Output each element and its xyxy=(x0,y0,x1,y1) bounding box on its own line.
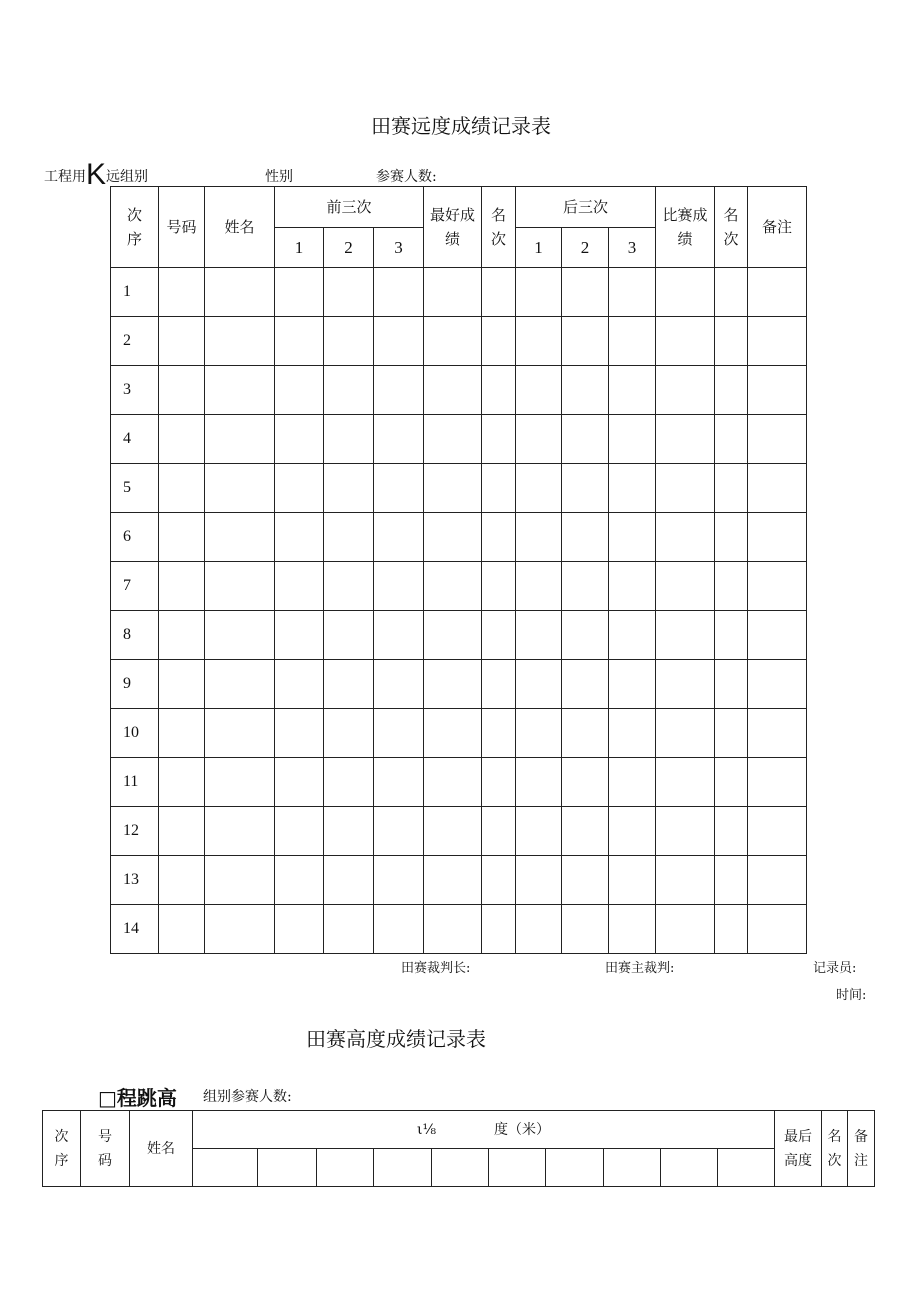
entry-cell[interactable] xyxy=(516,268,562,317)
entry-cell[interactable] xyxy=(482,317,516,366)
entry-cell[interactable] xyxy=(748,709,807,758)
entry-cell[interactable] xyxy=(656,317,715,366)
entry-cell[interactable] xyxy=(656,660,715,709)
entry-cell[interactable] xyxy=(516,660,562,709)
entry-cell[interactable] xyxy=(715,611,748,660)
entry-cell[interactable] xyxy=(324,562,374,611)
table-row xyxy=(111,660,807,709)
entry-cell[interactable] xyxy=(748,415,807,464)
event-group-label: 远组别 xyxy=(106,169,149,185)
form1-event-line xyxy=(44,158,149,191)
row-order: 10 xyxy=(111,709,159,758)
entry-cell[interactable] xyxy=(609,513,656,562)
entry-cell[interactable] xyxy=(374,660,424,709)
time-label: 时间: xyxy=(836,988,867,1003)
header-first-three: 前三次 xyxy=(275,187,424,228)
entry-cell[interactable] xyxy=(748,317,807,366)
row-order: 2 xyxy=(111,317,159,366)
table-row xyxy=(111,709,807,758)
entry-cell[interactable] xyxy=(562,268,609,317)
height-record-table xyxy=(42,1110,875,1187)
entry-cell[interactable] xyxy=(562,758,609,807)
entry-cell[interactable] xyxy=(424,562,482,611)
entry-cell[interactable] xyxy=(424,758,482,807)
entry-cell[interactable] xyxy=(159,268,205,317)
entry-cell[interactable] xyxy=(424,415,482,464)
height-cell[interactable] xyxy=(546,1149,604,1187)
entry-cell[interactable] xyxy=(516,905,562,954)
entry-cell[interactable] xyxy=(424,905,482,954)
entry-cell[interactable] xyxy=(562,905,609,954)
entry-cell[interactable] xyxy=(205,758,275,807)
entry-cell[interactable] xyxy=(715,513,748,562)
entry-cell[interactable] xyxy=(656,709,715,758)
entry-cell[interactable] xyxy=(205,464,275,513)
entry-cell[interactable] xyxy=(562,856,609,905)
height-cell[interactable] xyxy=(661,1149,718,1187)
entry-cell[interactable] xyxy=(159,709,205,758)
entry-cell[interactable] xyxy=(205,562,275,611)
entry-cell[interactable] xyxy=(275,807,324,856)
entry-cell[interactable] xyxy=(374,856,424,905)
entry-cell[interactable] xyxy=(324,611,374,660)
entry-cell[interactable] xyxy=(424,807,482,856)
entry-cell[interactable] xyxy=(205,807,275,856)
entry-cell[interactable] xyxy=(562,562,609,611)
entry-cell[interactable] xyxy=(374,611,424,660)
row-order: 5 xyxy=(111,464,159,513)
entry-cell[interactable] xyxy=(275,415,324,464)
entry-cell[interactable] xyxy=(609,611,656,660)
entry-cell[interactable] xyxy=(715,758,748,807)
entry-cell[interactable] xyxy=(205,415,275,464)
recorder-label: 记录员: xyxy=(813,961,857,976)
distance-record-table xyxy=(110,186,807,954)
entry-cell[interactable] xyxy=(748,611,807,660)
entry-cell[interactable] xyxy=(715,856,748,905)
entry-cell[interactable] xyxy=(324,366,374,415)
height-cell[interactable] xyxy=(374,1149,432,1187)
entry-cell[interactable] xyxy=(562,807,609,856)
entry-cell[interactable] xyxy=(609,905,656,954)
entry-cell[interactable] xyxy=(482,758,516,807)
form2-event: □程跳高 xyxy=(98,1086,177,1110)
entry-cell[interactable] xyxy=(205,611,275,660)
height-cell[interactable] xyxy=(193,1149,258,1187)
entry-cell[interactable] xyxy=(159,905,205,954)
row-order: 14 xyxy=(111,905,159,954)
entry-cell[interactable] xyxy=(748,856,807,905)
height-cell[interactable] xyxy=(317,1149,374,1187)
entry-cell[interactable] xyxy=(516,464,562,513)
entry-cell[interactable] xyxy=(275,366,324,415)
entry-cell[interactable] xyxy=(609,758,656,807)
entry-cell[interactable] xyxy=(656,464,715,513)
height-cell[interactable] xyxy=(489,1149,546,1187)
entry-cell[interactable] xyxy=(482,513,516,562)
entry-cell[interactable] xyxy=(562,513,609,562)
attempt-2: 2 xyxy=(324,228,374,268)
row-order: 3 xyxy=(111,366,159,415)
entry-cell[interactable] xyxy=(609,268,656,317)
entry-cell[interactable] xyxy=(715,366,748,415)
entry-cell[interactable] xyxy=(482,905,516,954)
entry-cell[interactable] xyxy=(609,709,656,758)
entry-cell[interactable] xyxy=(516,415,562,464)
entry-cell[interactable] xyxy=(748,660,807,709)
entry-cell[interactable] xyxy=(159,366,205,415)
entry-cell[interactable] xyxy=(324,660,374,709)
entry-cell[interactable] xyxy=(656,856,715,905)
entry-cell[interactable] xyxy=(159,660,205,709)
entry-cell[interactable] xyxy=(159,807,205,856)
entry-cell[interactable] xyxy=(482,415,516,464)
entry-cell[interactable] xyxy=(562,709,609,758)
entry-cell[interactable] xyxy=(562,660,609,709)
entry-cell[interactable] xyxy=(205,513,275,562)
table-row xyxy=(111,611,807,660)
entry-cell[interactable] xyxy=(424,709,482,758)
entry-cell[interactable] xyxy=(324,268,374,317)
attempt-4: 1 xyxy=(516,228,562,268)
entry-cell[interactable] xyxy=(748,807,807,856)
entry-cell[interactable] xyxy=(324,807,374,856)
table-row xyxy=(111,905,807,954)
form2-title: 田赛高度成绩记录表 xyxy=(306,1027,486,1051)
entry-cell[interactable] xyxy=(424,513,482,562)
gender-label: 性别 xyxy=(265,169,293,185)
main-referee-label: 田赛主裁判: xyxy=(605,961,675,976)
entry-cell[interactable] xyxy=(516,317,562,366)
entry-cell[interactable] xyxy=(374,366,424,415)
h-header-last-height: 最后高度 xyxy=(775,1111,822,1187)
table-row xyxy=(111,856,807,905)
table-row xyxy=(111,807,807,856)
entry-cell[interactable] xyxy=(656,758,715,807)
header-order: 次序 xyxy=(111,187,159,268)
height-cell[interactable] xyxy=(258,1149,317,1187)
entry-cell[interactable] xyxy=(482,464,516,513)
header-best: 最好成绩 xyxy=(424,187,482,268)
entry-cell[interactable] xyxy=(562,464,609,513)
entry-cell[interactable] xyxy=(748,513,807,562)
entry-cell[interactable] xyxy=(275,905,324,954)
entry-cell[interactable] xyxy=(656,366,715,415)
entry-cell[interactable] xyxy=(715,268,748,317)
entry-cell[interactable] xyxy=(424,366,482,415)
entry-cell[interactable] xyxy=(205,856,275,905)
entry-cell[interactable] xyxy=(748,562,807,611)
entry-cell[interactable] xyxy=(159,856,205,905)
entry-cell[interactable] xyxy=(275,562,324,611)
header-rank-1: 名次 xyxy=(482,187,516,268)
attempt-6: 3 xyxy=(609,228,656,268)
h-header-number: 号码 xyxy=(81,1111,130,1187)
height-cell[interactable] xyxy=(718,1149,775,1187)
row-order: 12 xyxy=(111,807,159,856)
entry-cell[interactable] xyxy=(482,807,516,856)
entry-cell[interactable] xyxy=(562,611,609,660)
header-final: 比赛成绩 xyxy=(656,187,715,268)
entry-cell[interactable] xyxy=(482,611,516,660)
entry-cell[interactable] xyxy=(656,513,715,562)
form2-group-label: 组别参赛人数: xyxy=(203,1089,292,1105)
entry-cell[interactable] xyxy=(374,268,424,317)
entry-cell[interactable] xyxy=(374,415,424,464)
table-row xyxy=(111,415,807,464)
entry-cell[interactable] xyxy=(715,709,748,758)
row-order: 8 xyxy=(111,611,159,660)
entry-cell[interactable] xyxy=(562,366,609,415)
entry-cell[interactable] xyxy=(424,268,482,317)
entry-cell[interactable] xyxy=(424,660,482,709)
entry-cell[interactable] xyxy=(482,562,516,611)
entry-cell[interactable] xyxy=(205,366,275,415)
entry-cell[interactable] xyxy=(516,366,562,415)
header-rank-2: 名次 xyxy=(715,187,748,268)
entry-cell[interactable] xyxy=(205,317,275,366)
entry-cell[interactable] xyxy=(609,660,656,709)
entry-cell[interactable] xyxy=(482,268,516,317)
entry-cell[interactable] xyxy=(482,660,516,709)
entry-cell[interactable] xyxy=(205,660,275,709)
table-row xyxy=(111,562,807,611)
entry-cell[interactable] xyxy=(159,317,205,366)
entry-cell[interactable] xyxy=(374,317,424,366)
entry-cell[interactable] xyxy=(748,268,807,317)
entry-cell[interactable] xyxy=(656,611,715,660)
entry-cell[interactable] xyxy=(275,758,324,807)
h-header-height xyxy=(193,1111,775,1149)
table-row xyxy=(111,758,807,807)
entry-cell[interactable] xyxy=(324,464,374,513)
entry-cell[interactable] xyxy=(656,807,715,856)
attempt-3: 3 xyxy=(374,228,424,268)
row-order: 11 xyxy=(111,758,159,807)
row-order: 7 xyxy=(111,562,159,611)
entry-cell[interactable] xyxy=(159,415,205,464)
entry-cell[interactable] xyxy=(324,709,374,758)
row-order: 9 xyxy=(111,660,159,709)
h-header-name: 姓名 xyxy=(130,1111,193,1187)
entry-cell[interactable] xyxy=(516,807,562,856)
entry-cell[interactable] xyxy=(424,856,482,905)
entry-cell[interactable] xyxy=(609,807,656,856)
entry-cell[interactable] xyxy=(516,856,562,905)
entry-cell[interactable] xyxy=(159,758,205,807)
entry-cell[interactable] xyxy=(482,709,516,758)
entry-cell[interactable] xyxy=(205,268,275,317)
header-remarks: 备注 xyxy=(748,187,807,268)
event-k: K xyxy=(86,158,107,191)
entry-cell[interactable] xyxy=(715,464,748,513)
entry-cell[interactable] xyxy=(275,709,324,758)
table-row xyxy=(111,268,807,317)
row-order: 13 xyxy=(111,856,159,905)
entry-cell[interactable] xyxy=(374,905,424,954)
entry-cell[interactable] xyxy=(324,758,374,807)
entry-cell[interactable] xyxy=(516,758,562,807)
entry-cell[interactable] xyxy=(275,513,324,562)
header-number: 号码 xyxy=(159,187,205,268)
event-prefix: 工程用 xyxy=(44,169,86,185)
entry-cell[interactable] xyxy=(609,856,656,905)
entry-cell[interactable] xyxy=(609,464,656,513)
h-header-remarks: 备注 xyxy=(848,1111,875,1187)
entry-cell[interactable] xyxy=(275,660,324,709)
entry-cell[interactable] xyxy=(374,562,424,611)
entry-cell[interactable] xyxy=(374,709,424,758)
entry-cell[interactable] xyxy=(516,513,562,562)
entry-cell[interactable] xyxy=(205,905,275,954)
table-row xyxy=(111,317,807,366)
entry-cell[interactable] xyxy=(275,856,324,905)
entry-cell[interactable] xyxy=(324,856,374,905)
entry-cell[interactable] xyxy=(324,317,374,366)
attempt-5: 2 xyxy=(562,228,609,268)
height-cell[interactable] xyxy=(604,1149,661,1187)
entry-cell[interactable] xyxy=(205,709,275,758)
entry-cell[interactable] xyxy=(562,415,609,464)
entry-cell[interactable] xyxy=(424,611,482,660)
header-name: 姓名 xyxy=(205,187,275,268)
entry-cell[interactable] xyxy=(159,562,205,611)
form1-title: 田赛远度成绩记录表 xyxy=(371,114,551,138)
attempt-1: 1 xyxy=(275,228,324,268)
entry-cell[interactable] xyxy=(656,415,715,464)
entry-cell[interactable] xyxy=(562,317,609,366)
entry-cell[interactable] xyxy=(516,709,562,758)
entry-cell[interactable] xyxy=(324,415,374,464)
height-label: 度（米） xyxy=(494,1121,551,1138)
entry-cell[interactable] xyxy=(609,562,656,611)
entry-cell[interactable] xyxy=(609,366,656,415)
entry-cell[interactable] xyxy=(656,905,715,954)
entry-cell[interactable] xyxy=(715,415,748,464)
entry-cell[interactable] xyxy=(324,513,374,562)
entry-cell[interactable] xyxy=(374,758,424,807)
entry-cell[interactable] xyxy=(715,807,748,856)
header-last-three: 后三次 xyxy=(516,187,656,228)
row-order: 1 xyxy=(111,268,159,317)
entry-cell[interactable] xyxy=(159,464,205,513)
entry-cell[interactable] xyxy=(374,464,424,513)
row-order: 6 xyxy=(111,513,159,562)
entry-cell[interactable] xyxy=(609,415,656,464)
height-cell[interactable] xyxy=(432,1149,489,1187)
entry-cell[interactable] xyxy=(374,807,424,856)
entry-cell[interactable] xyxy=(748,366,807,415)
entry-cell[interactable] xyxy=(715,660,748,709)
entry-cell[interactable] xyxy=(609,317,656,366)
entry-cell[interactable] xyxy=(656,268,715,317)
entry-cell[interactable] xyxy=(715,317,748,366)
entry-cell[interactable] xyxy=(748,758,807,807)
entry-cell[interactable] xyxy=(159,513,205,562)
entry-cell[interactable] xyxy=(324,905,374,954)
entry-cell[interactable] xyxy=(715,562,748,611)
entry-cell[interactable] xyxy=(374,513,424,562)
entry-cell[interactable] xyxy=(275,611,324,660)
entry-cell[interactable] xyxy=(424,464,482,513)
chief-judge-label: 田赛裁判长: xyxy=(401,961,471,976)
entry-cell[interactable] xyxy=(482,856,516,905)
entry-cell[interactable] xyxy=(275,317,324,366)
row-order: 4 xyxy=(111,415,159,464)
table-row xyxy=(111,366,807,415)
entry-cell[interactable] xyxy=(424,317,482,366)
table-row xyxy=(111,513,807,562)
h-header-rank: 名次 xyxy=(822,1111,848,1187)
entry-cell[interactable] xyxy=(482,366,516,415)
participants-label: 参赛人数: xyxy=(376,169,437,185)
entry-cell[interactable] xyxy=(748,464,807,513)
entry-cell[interactable] xyxy=(715,905,748,954)
table-row xyxy=(111,464,807,513)
entry-cell[interactable] xyxy=(748,905,807,954)
height-mark: ι⅛ xyxy=(416,1121,437,1138)
entry-cell[interactable] xyxy=(159,611,205,660)
entry-cell[interactable] xyxy=(656,562,715,611)
entry-cell[interactable] xyxy=(516,611,562,660)
entry-cell[interactable] xyxy=(275,464,324,513)
h-header-order: 次序 xyxy=(43,1111,81,1187)
entry-cell[interactable] xyxy=(275,268,324,317)
entry-cell[interactable] xyxy=(516,562,562,611)
